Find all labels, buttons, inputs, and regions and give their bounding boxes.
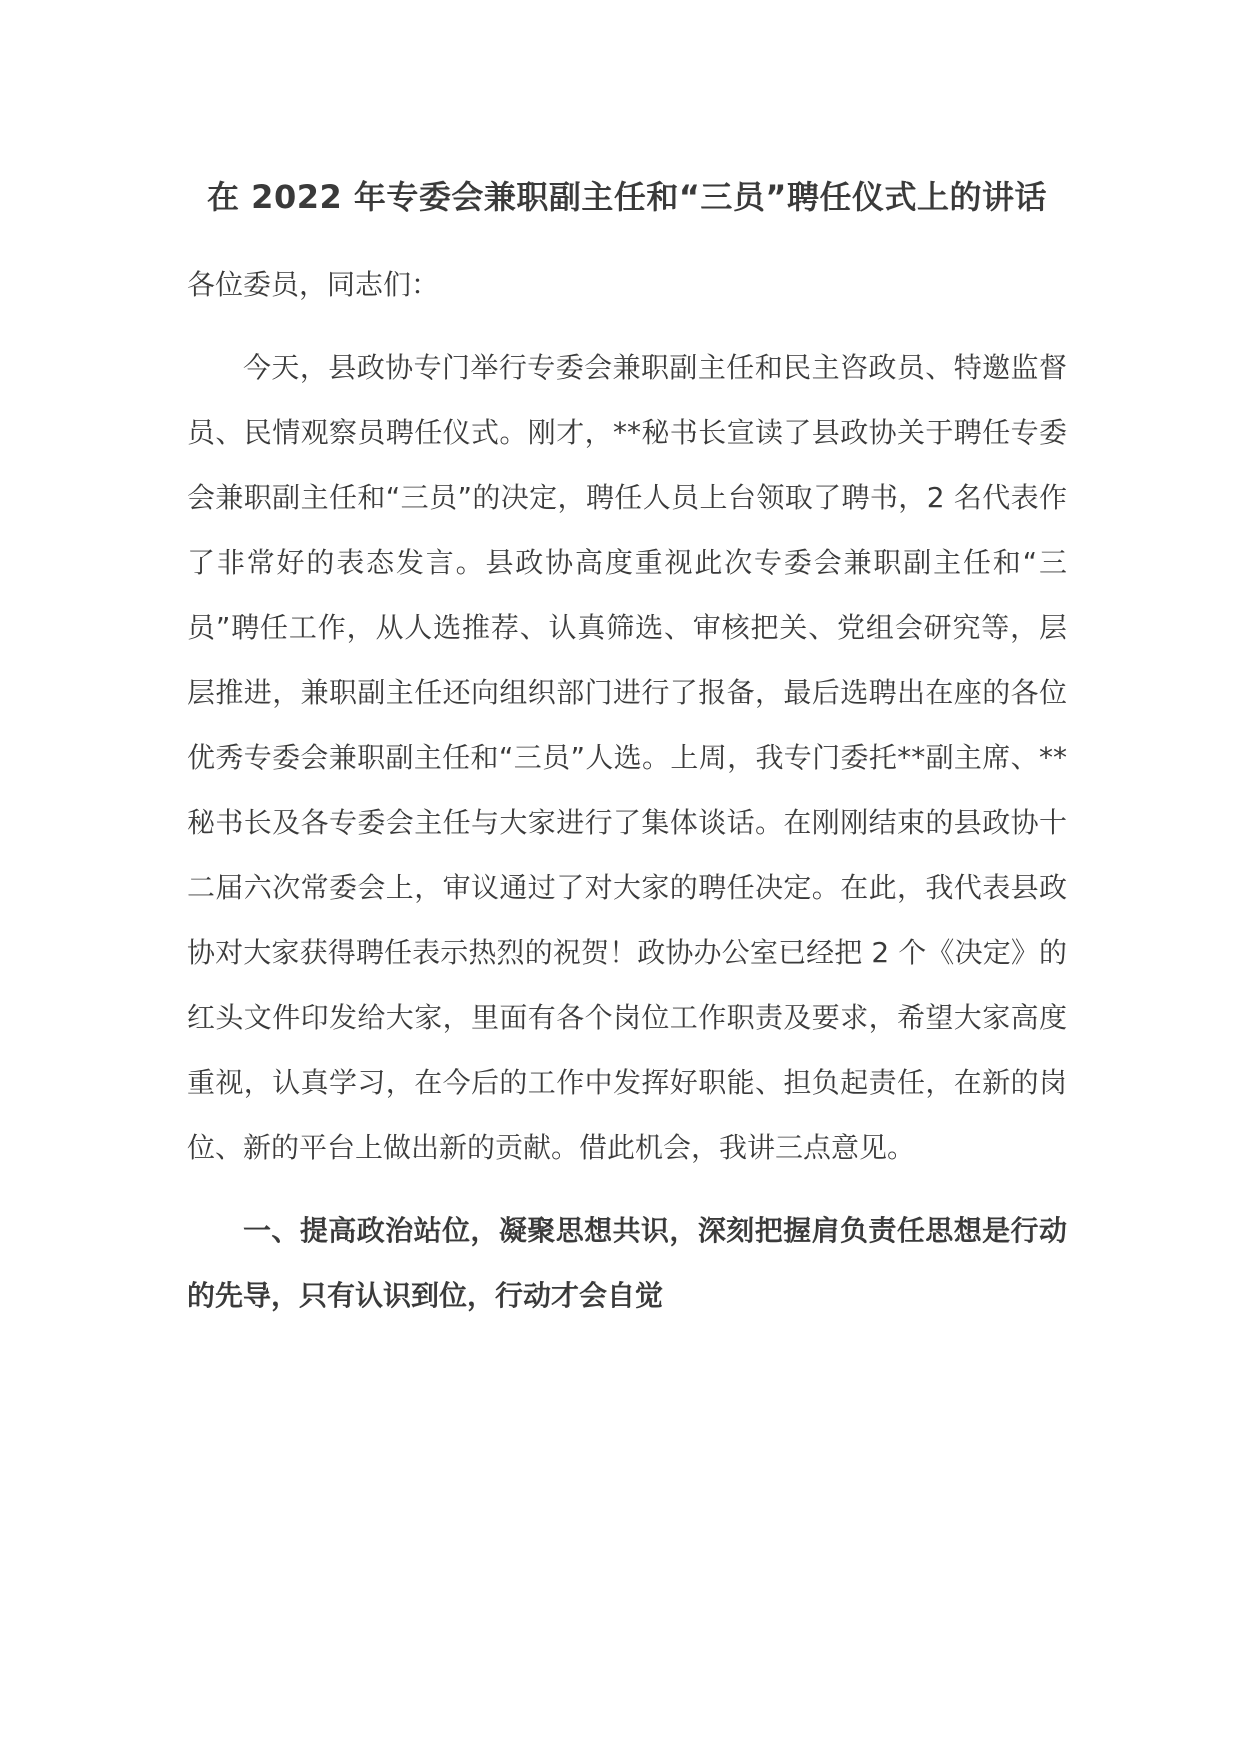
salutation: 各位委员，同志们：: [187, 268, 440, 301]
section-heading: 一、提高政治站位，凝聚思想共识，深刻把握肩负责任思想是行动的先导，只有认识到位，行动才会自觉: [187, 1214, 1067, 1312]
document-body: [187, 165, 1067, 1328]
document-title: 在 2022 年专委会兼职副主任和“三员”聘任仪式上的讲话: [207, 178, 1047, 216]
body-paragraph: 今天，县政协专门举行专委会兼职副主任和民主咨政员、特邀监督员、民情观察员聘任仪式。刚才，**秘书长宣读了县政协关于聘任专委会兼职副主任和“三员”的决定，聘任人员上台领取了聘书，2 名代表作了非常好的表态发言。县政协高度重视此次专委会兼职副主任和“三员”聘任工作，从人选推荐、认真筛选、审核把关、党组会研究等，层层推进，兼职副主任还向组织部门进行了报备，最后选聘出在座的各位优秀专委会兼职副主任和“三员”人选。上周，我专门委托**副主席、**秘书长及各专委会主任与大家进行了集体谈话。在刚刚结束的县政协十二届六次常委会上，审议通过了对大家的聘任决定。在此，我代表县政协对大家获得聘任表示热烈的祝贺！政协办公室已经把 2 个《决定》的红头文件印发给大家，里面有各个岗位工作职责及要求，希望大家高度重视，认真学习，在今后的工作中发挥好职能、担负起责任，在新的岗位、新的平台上做出新的贡献。借此机会，我讲三点意见。: [187, 351, 1067, 1164]
